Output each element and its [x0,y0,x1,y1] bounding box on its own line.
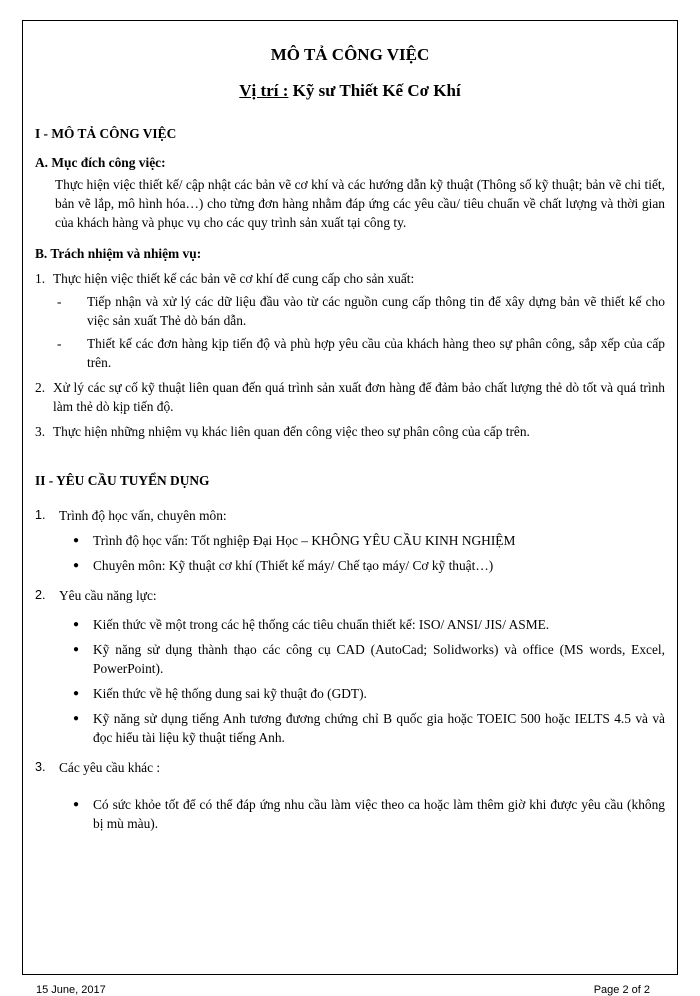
group-title: Yêu cầu năng lực: [59,588,157,603]
group-number: 1. [35,508,46,522]
dash-marker: - [57,294,62,309]
group-number: 2. [35,588,46,602]
group-title: Các yêu cầu khác : [59,760,161,775]
bullet-text: Kỹ năng sử dụng thành thạo các công cụ CAD (AutoCad; Solidworks) và office (MS words, Excel, PowerPoint). [93,642,665,676]
group-number: 3. [35,760,46,774]
duty-text: Xử lý các sự cố kỹ thuật liên quan đến quá trình sản xuất đơn hàng để đảm bảo chất lượng thẻ dò tốt và quá trình làm thẻ dò kịp tiến độ. [53,380,665,414]
bullet-text: Có sức khỏe tốt để có thể đáp ứng nhu cầu làm việc theo ca hoặc làm thêm giờ khi được yêu cầu (không bị mù màu). [93,797,665,831]
bullet-text: Kiến thức về hệ thống dung sai kỹ thuật đo (GDT). [93,686,367,701]
duty-subitem [57,292,665,330]
group-title: Trình độ học vấn, chuyên môn: [59,508,227,523]
section-a-heading: A. Mục đích công việc: [35,155,166,170]
duty-subitem-text: Tiếp nhận và xử lý các dữ liệu đầu vào từ các nguồn cung cấp thông tin để xây dựng bản vẽ thiết kế cho việc sản xuất Thẻ dò bán dẫn. [87,294,665,328]
bullet-text: Chuyên môn: Kỹ thuật cơ khí (Thiết kế máy/ Chế tạo máy/ Cơ kỹ thuật…) [93,558,494,573]
requirement-bullet [73,531,665,550]
position-title [35,80,665,102]
footer-page-number: Page 2 of 2 [593,984,650,996]
duty-item-2 [35,378,665,416]
bullet-marker: ● [73,560,80,571]
document-title: MÔ TẢ CÔNG VIỆC [270,45,430,64]
position-label: Vị trí : [239,81,289,100]
document-body [35,44,665,833]
requirement-bullet [73,615,665,634]
bullet-marker: ● [73,688,80,699]
bullet-marker: ● [73,535,80,546]
duty-number: 3. [35,424,46,439]
section-1-heading: I - MÔ TẢ CÔNG VIỆC [35,126,177,141]
requirement-bullet [73,640,665,678]
dash-marker: - [57,336,62,351]
section-2-heading: II - YÊU CẦU TUYỂN DỤNG [35,473,210,488]
bullet-text: Kiến thức về một trong các hệ thống các tiêu chuẩn thiết kế: ISO/ ANSI/ JIS/ ASME. [93,617,550,632]
bullet-marker: ● [73,713,80,724]
requirement-bullet [73,709,665,747]
requirement-bullet [73,795,665,833]
bullet-text: Kỹ năng sử dụng tiếng Anh tương đương chứng chỉ B quốc gia hoặc TOEIC 500 hoặc IELTS 4.5 và và đọc hiểu tài liệu kỹ thuật tiếng Anh. [93,711,665,745]
position-name: Kỹ sư Thiết Kế Cơ Khí [292,81,461,100]
bullet-marker: ● [73,799,80,810]
duty-subitem-text: Thiết kế các đơn hàng kịp tiến độ và phù hợp yêu cầu của khách hàng theo sự phân công, sắp xếp của cấp trên. [87,336,665,370]
requirement-bullet [73,556,665,575]
bullet-text: Trình độ học vấn: Tốt nghiệp Đại Học – KHÔNG YÊU CẦU KINH NGHIỆM [93,533,516,548]
section-a-text: Thực hiện việc thiết kế/ cập nhật các bản vẽ cơ khí và các hướng dẫn kỹ thuật (Thông số kỹ thuật; bản vẽ chi tiết, bản vẽ lắp, mô hình hóa…) cho từng đơn hàng nhằm đáp ứng các yêu cầu/ tiêu chuẩn về chất lượng và thời gian của khách hàng và phục vụ cho các quy trình sản xuất tại công ty. [55,177,665,230]
duty-number: 2. [35,380,46,395]
requirement-bullet [73,684,665,703]
duty-text: Thực hiện những nhiệm vụ khác liên quan đến công việc theo sự phân công của cấp trên. [53,424,530,439]
bullet-marker: ● [73,619,80,630]
duty-item-1 [35,269,665,288]
section-b-heading: B. Trách nhiệm và nhiệm vụ: [35,246,202,261]
duty-item-3 [35,422,665,441]
requirement-group-3 [35,758,665,777]
duty-text: Thực hiện việc thiết kế các bản vẽ cơ khí để cung cấp cho sản xuất: [53,271,415,286]
bullet-marker: ● [73,644,80,655]
requirement-group-1 [35,506,665,525]
footer-date: 15 June, 2017 [36,984,106,996]
duty-number: 1. [35,271,46,286]
duty-subitem [57,334,665,372]
requirement-group-2 [35,586,665,605]
